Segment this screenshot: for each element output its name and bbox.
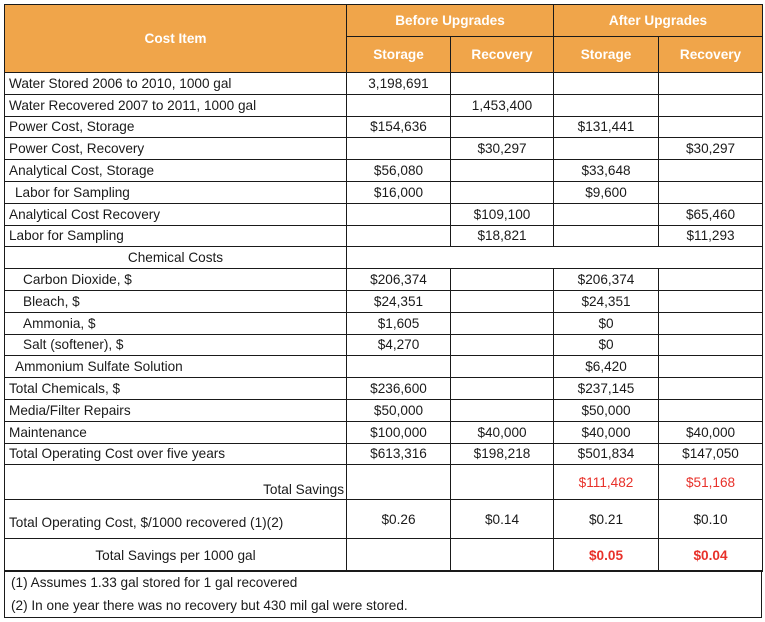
after-storage-cell	[554, 138, 659, 160]
after-recovery-cell	[659, 312, 763, 334]
after-storage-cell: $501,834	[554, 443, 659, 465]
before-recovery-cell	[451, 356, 554, 378]
after-recovery-cell	[659, 356, 763, 378]
after-storage-cell: $0	[554, 334, 659, 356]
before-storage-cell: $100,000	[347, 421, 451, 443]
before-recovery-cell	[451, 73, 554, 95]
header-after-recovery: Recovery	[659, 37, 763, 73]
header-before-upgrades: Before Upgrades	[347, 5, 554, 37]
before-storage-cell: $154,636	[347, 116, 451, 138]
row-label: Salt (softener), $	[5, 334, 347, 356]
row-label: Water Recovered 2007 to 2011, 1000 gal	[5, 94, 347, 116]
cost-table	[4, 4, 763, 572]
row-label: Total Operating Cost, $/1000 recovered (1)(2)	[5, 500, 347, 539]
before-recovery-cell	[451, 312, 554, 334]
after-recovery-cell: $40,000	[659, 421, 763, 443]
after-storage-cell: $0.21	[554, 500, 659, 539]
row-label: Power Cost, Storage	[5, 116, 347, 138]
footnotes	[4, 570, 762, 618]
table-row	[5, 312, 763, 334]
before-recovery-cell: $0.14	[451, 500, 554, 539]
after-recovery-cell	[659, 181, 763, 203]
after-recovery-savings: $51,168	[659, 465, 763, 500]
header-cost-item: Cost Item	[5, 5, 347, 73]
table-row	[5, 160, 763, 182]
row-label: Labor for Sampling	[5, 225, 347, 247]
after-storage-cell	[554, 94, 659, 116]
after-storage-cell: $237,145	[554, 378, 659, 400]
before-storage-cell: $206,374	[347, 269, 451, 291]
row-label: Analytical Cost Recovery	[5, 203, 347, 225]
header-before-recovery: Recovery	[451, 37, 554, 73]
after-recovery-cell: $147,050	[659, 443, 763, 465]
row-label: Ammonia, $	[5, 312, 347, 334]
after-storage-cell: $33,648	[554, 160, 659, 182]
before-recovery-cell	[451, 269, 554, 291]
table-row	[5, 116, 763, 138]
row-label: Media/Filter Repairs	[5, 399, 347, 421]
row-label: Labor for Sampling	[5, 181, 347, 203]
after-recovery-cell: $11,293	[659, 225, 763, 247]
before-recovery-cell: $109,100	[451, 203, 554, 225]
after-storage-cell: $0	[554, 312, 659, 334]
table-row	[5, 203, 763, 225]
after-recovery-cell: $65,460	[659, 203, 763, 225]
before-recovery-cell	[451, 334, 554, 356]
table-row	[5, 138, 763, 160]
empty-cell	[347, 247, 763, 269]
before-recovery-cell	[451, 399, 554, 421]
table-row	[5, 421, 763, 443]
row-label: Maintenance	[5, 421, 347, 443]
after-storage-savings-per-1000: $0.05	[554, 539, 659, 572]
before-recovery-cell	[451, 539, 554, 572]
before-storage-cell: $613,316	[347, 443, 451, 465]
after-recovery-cell	[659, 269, 763, 291]
before-recovery-cell: $30,297	[451, 138, 554, 160]
after-recovery-savings-per-1000: $0.04	[659, 539, 763, 572]
table-row	[5, 356, 763, 378]
after-recovery-cell	[659, 94, 763, 116]
row-label: Total Chemicals, $	[5, 378, 347, 400]
cost-per-1000-row	[5, 500, 763, 539]
header-after-storage: Storage	[554, 37, 659, 73]
after-storage-cell: $50,000	[554, 399, 659, 421]
table-row	[5, 73, 763, 95]
before-storage-cell: $0.26	[347, 500, 451, 539]
after-recovery-cell: $0.10	[659, 500, 763, 539]
before-recovery-cell: 1,453,400	[451, 94, 554, 116]
before-recovery-cell	[451, 290, 554, 312]
table-row	[5, 94, 763, 116]
row-label: Ammonium Sulfate Solution	[5, 356, 347, 378]
before-storage-cell	[347, 465, 451, 500]
savings-per-1000-row	[5, 539, 763, 572]
table-row	[5, 334, 763, 356]
table-row	[5, 225, 763, 247]
before-storage-cell	[347, 94, 451, 116]
before-storage-cell: $24,351	[347, 290, 451, 312]
before-storage-cell: 3,198,691	[347, 73, 451, 95]
after-storage-cell: $6,420	[554, 356, 659, 378]
after-storage-cell	[554, 203, 659, 225]
after-storage-cell	[554, 225, 659, 247]
after-recovery-cell	[659, 73, 763, 95]
before-storage-cell	[347, 203, 451, 225]
row-label: Analytical Cost, Storage	[5, 160, 347, 182]
before-recovery-cell: $40,000	[451, 421, 554, 443]
row-label: Water Stored 2006 to 2010, 1000 gal	[5, 73, 347, 95]
before-storage-cell	[347, 225, 451, 247]
before-recovery-cell	[451, 160, 554, 182]
after-storage-cell: $9,600	[554, 181, 659, 203]
table-row	[5, 269, 763, 291]
after-storage-savings: $111,482	[554, 465, 659, 500]
before-recovery-cell	[451, 378, 554, 400]
after-storage-cell	[554, 73, 659, 95]
row-label: Total Savings per 1000 gal	[5, 539, 347, 572]
table-row	[5, 399, 763, 421]
before-storage-cell: $236,600	[347, 378, 451, 400]
table-row	[5, 378, 763, 400]
after-storage-cell: $131,441	[554, 116, 659, 138]
table-row	[5, 181, 763, 203]
footnote-2: (2) In one year there was no recovery but 430 mil gal were stored.	[11, 598, 408, 613]
before-recovery-cell: $18,821	[451, 225, 554, 247]
footnote-1: (1) Assumes 1.33 gal stored for 1 gal recovered	[11, 575, 298, 590]
before-storage-cell: $16,000	[347, 181, 451, 203]
before-recovery-cell	[451, 181, 554, 203]
total-savings-label: Total Savings	[5, 465, 347, 500]
after-recovery-cell	[659, 378, 763, 400]
table-row	[5, 290, 763, 312]
after-storage-cell: $24,351	[554, 290, 659, 312]
row-label: Carbon Dioxide, $	[5, 269, 347, 291]
before-recovery-cell	[451, 465, 554, 500]
before-storage-cell	[347, 356, 451, 378]
after-recovery-cell	[659, 399, 763, 421]
before-recovery-cell	[451, 116, 554, 138]
section-heading-chemical-costs: Chemical Costs	[5, 247, 347, 269]
table-row	[5, 443, 763, 465]
after-recovery-cell: $30,297	[659, 138, 763, 160]
row-label: Bleach, $	[5, 290, 347, 312]
before-storage-cell: $56,080	[347, 160, 451, 182]
before-recovery-cell: $198,218	[451, 443, 554, 465]
after-recovery-cell	[659, 160, 763, 182]
after-recovery-cell	[659, 290, 763, 312]
total-savings-row	[5, 465, 763, 500]
before-storage-cell: $1,605	[347, 312, 451, 334]
header-before-storage: Storage	[347, 37, 451, 73]
after-recovery-cell	[659, 334, 763, 356]
row-label: Power Cost, Recovery	[5, 138, 347, 160]
after-storage-cell: $40,000	[554, 421, 659, 443]
before-storage-cell: $50,000	[347, 399, 451, 421]
table-row	[5, 247, 763, 269]
before-storage-cell	[347, 138, 451, 160]
after-storage-cell: $206,374	[554, 269, 659, 291]
after-recovery-cell	[659, 116, 763, 138]
row-label: Total Operating Cost over five years	[5, 443, 347, 465]
before-storage-cell	[347, 539, 451, 572]
header-after-upgrades: After Upgrades	[554, 5, 763, 37]
before-storage-cell: $4,270	[347, 334, 451, 356]
